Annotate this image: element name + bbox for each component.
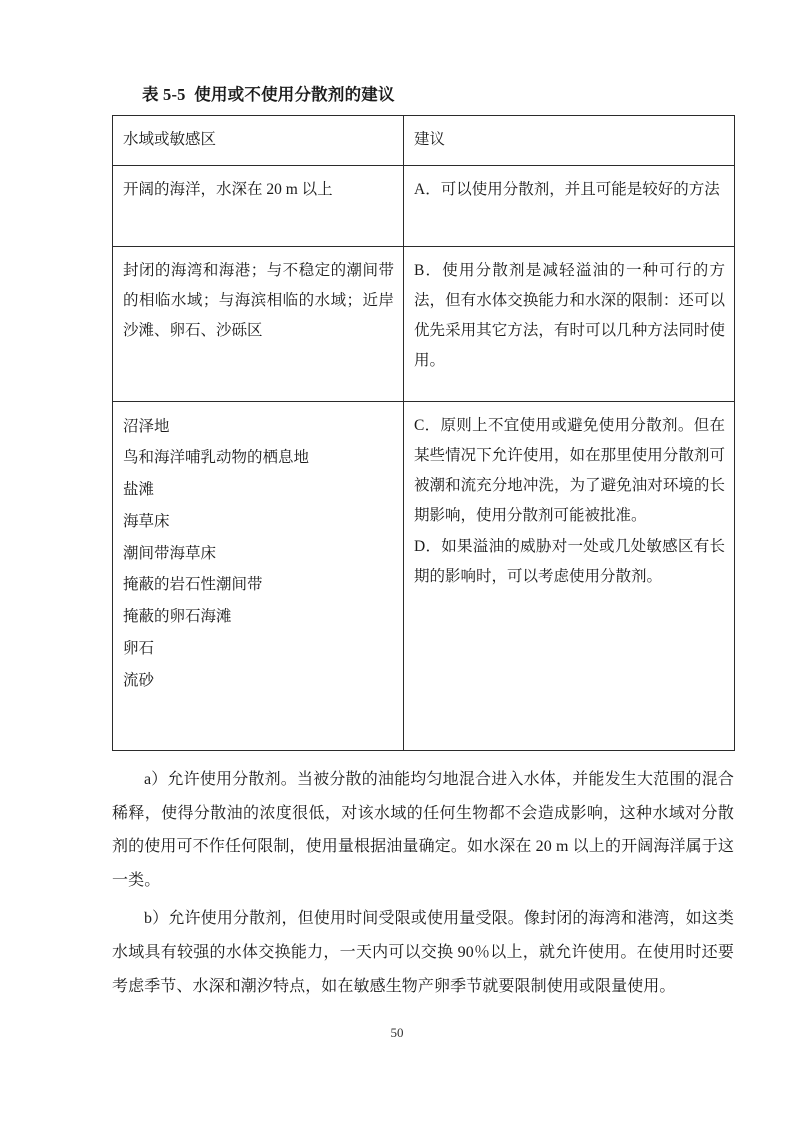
body-text-block <box>112 763 734 1004</box>
cell-area-1 <box>113 165 404 246</box>
recommendation-d-text: D．如果溢油的威胁对一处或几处敏感区有长期的影响时，可以考虑使用分散剂。 <box>414 537 725 585</box>
dispersant-recommendation-table <box>112 115 735 750</box>
table-row <box>113 165 735 246</box>
cell-area-3 <box>113 401 404 750</box>
list-item: 海草床 <box>123 512 170 530</box>
area-text: 开阔的海洋，水深在 20 m 以上 <box>123 180 333 198</box>
table-row <box>113 246 735 401</box>
sensitive-area-list <box>123 411 394 697</box>
paragraph-b: b）允许使用分散剂，但使用时间受限或使用量受限。像封闭的海湾和港湾，如这类水域具有较强的水体交换能力，一天内可以交换 90％以上，就允许使用。在使用时还要考虑季节、水深和潮汐特点，如在敏感生物产卵季节就要限制使用或限量使用。 <box>112 910 734 996</box>
paragraph-a: a）允许使用分散剂。当被分散的油能均匀地混合进入水体，并能发生大范围的混合稀释，使得分散油的浓度很低，对该水域的任何生物都不会造成影响，这种水域对分散剂的使用可不作任何限制，使用量根据油量确定。如水深在 20 m 以上的开阔海洋属于这一类。 <box>112 770 734 890</box>
list-item: 掩蔽的岩石性潮间带 <box>123 576 263 594</box>
column-header-recommendation: 建议 <box>404 116 735 165</box>
table-body <box>113 165 735 750</box>
list-item: 卵石 <box>123 640 155 658</box>
table-row <box>113 401 735 750</box>
table-header <box>113 116 735 165</box>
recommendation-group <box>414 411 725 592</box>
list-item: 流砂 <box>123 671 155 689</box>
table-caption: 表 5-5 使用或不使用分散剂的建议 <box>142 85 395 104</box>
cell-recommendation-2 <box>404 246 735 401</box>
page-content <box>112 84 734 1004</box>
list-item: 鸟和海洋哺乳动物的栖息地 <box>123 449 310 467</box>
cell-area-2 <box>113 246 404 401</box>
table-header-row <box>113 116 735 165</box>
recommendation-text: B．使用分散剂是减轻溢油的一种可行的方法，但有水体交换能力和水深的限制：还可以优先采用其它方法，有时可以几种方法同时使用。 <box>414 261 725 370</box>
cell-recommendation-1 <box>404 165 735 246</box>
column-header-area: 水域或敏感区 <box>113 116 404 165</box>
list-item: 盐滩 <box>123 481 155 499</box>
list-item: 掩蔽的卵石海滩 <box>123 608 232 626</box>
page-number: 50 <box>390 1025 404 1040</box>
recommendation-c-text: C．原则上不宜使用或避免使用分散剂。但在某些情况下允许使用，如在那里使用分散剂可被潮和流充分地冲洗，为了避免油对环境的长期影响，使用分散剂可能被批准。 <box>414 416 725 525</box>
cell-recommendation-3 <box>404 401 735 750</box>
recommendation-text: A．可以使用分散剂，并且可能是较好的方法 <box>414 180 720 198</box>
area-text: 封闭的海湾和海港；与不稳定的潮间带的相临水域；与海滨相临的水域；近岸沙滩、卵石、沙砾区 <box>123 261 394 340</box>
list-item: 沼泽地 <box>123 417 170 435</box>
list-item: 潮间带海草床 <box>123 544 217 562</box>
